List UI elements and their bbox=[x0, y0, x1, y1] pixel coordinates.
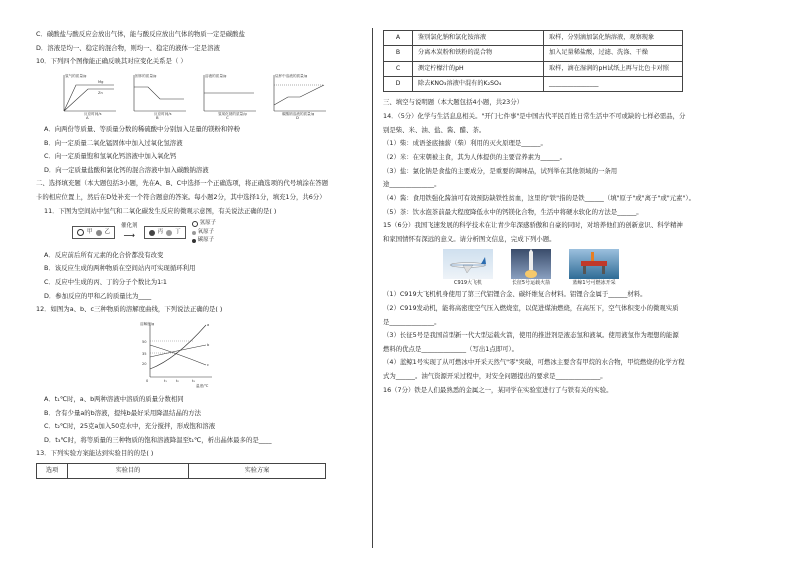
q15-part4: （4）蓝鲸1号实现了从可燃冰中开采天然气"零"突破，可燃冰主要含有甲烷的水合物，甲烷燃烧的化学方程 bbox=[383, 358, 685, 367]
solubility-chart bbox=[136, 319, 216, 389]
q13-table-header bbox=[36, 463, 326, 479]
q10-graphs bbox=[58, 71, 366, 119]
col-goal: 实验目的 bbox=[68, 464, 189, 479]
q14-stem-cont: 别是柴、米、油、盐、酱、醋、茶。 bbox=[383, 125, 486, 134]
row-option: D bbox=[384, 77, 413, 92]
q10-option-a: A．向两份等质量、等质量分数的稀硫酸中分别加入足量的镁粉和锌粉 bbox=[44, 124, 241, 133]
graph-d-xlabel: 碳酸钠溶液的质量/g bbox=[282, 111, 315, 116]
q15-part2-cont: 是______________。 bbox=[383, 317, 441, 326]
sol-v50: 50 bbox=[142, 339, 147, 344]
curve-c-label: c bbox=[207, 362, 209, 367]
q15-part4-cont: 式为______。油气资源开采过程中，对安全问题提出的要求是______________。 bbox=[383, 372, 607, 381]
section2-title-cont: 卡的相应位置上，然后在D处补充一个符合题意的答案。每小题2分，其中选择1分，填充1分，共6分） bbox=[36, 193, 326, 202]
q14-part3-cont: 途______________。 bbox=[383, 180, 441, 189]
table-row bbox=[384, 61, 683, 76]
q12-option-c: C．t₂℃时，25克a加入50克水中，充分搅拌，形成饱和溶液 bbox=[44, 422, 216, 431]
row-goal: 分离木炭粉和铁粉的混合物 bbox=[413, 46, 544, 61]
legend-c: 碳原子 bbox=[197, 237, 215, 244]
sol-xunit: 温度/℃ bbox=[196, 383, 209, 388]
q9-option-d: D．溶液是均一、稳定的混合物，则均一、稳定的液体一定是溶液 bbox=[36, 43, 220, 52]
h2o-molecule-icon bbox=[166, 230, 172, 236]
q15-part3-cont: 燃料的优点是______________（写出1点即可）。 bbox=[383, 344, 519, 353]
col-option: 选项 bbox=[37, 464, 68, 479]
graph-d-ylabel: 烧杯中溶液的质量/g bbox=[275, 73, 308, 78]
graph-d-tag: D bbox=[296, 114, 299, 119]
sol-t2: t₂ bbox=[176, 378, 179, 383]
graph-b-ylabel: 固体的质量/g bbox=[135, 73, 157, 78]
row-goal: 鉴别氯化钠和氯化铵溶液 bbox=[413, 31, 544, 46]
graph-d bbox=[268, 71, 328, 119]
sol-ylabel: 溶解度/g bbox=[140, 321, 155, 326]
graph-b bbox=[128, 71, 188, 119]
photo-caption: 长征5号运载火箭 bbox=[511, 280, 551, 287]
curve-a-label: a bbox=[207, 322, 210, 327]
photo-rocket bbox=[511, 249, 551, 287]
photo-platform bbox=[569, 249, 619, 287]
q9-option-c: C．碳酸盐与酸反应会放出气体，能与酸反应放出气体的物质一定是碳酸盐 bbox=[36, 30, 245, 38]
col-plan: 实验方案 bbox=[189, 464, 326, 479]
ch4-molecule-icon bbox=[149, 230, 155, 236]
q11-option-d: D．参加反应的甲和乙的质量比为____ bbox=[44, 291, 152, 300]
q14-part4: （4）酱：食用铁强化酱油可有效预防缺铁性贫血，这里的"铁"指的是铁______（填"原子"或"离子"或"元素"）。 bbox=[383, 193, 695, 202]
q13-table bbox=[383, 30, 683, 92]
q15-stem-cont: 和家国情怀有深远的意义。请分析图文信息，完成下列小题。 bbox=[383, 234, 556, 243]
legend-o: 氧原子 bbox=[197, 228, 215, 235]
reaction-arrow bbox=[121, 223, 138, 241]
q14-part2: （2）米：在宋朝被主食，其为人体提供的主要营养素为______。 bbox=[383, 153, 567, 161]
q15-photos bbox=[443, 249, 728, 287]
q11-molecule-diagram bbox=[72, 220, 366, 244]
graph-a-tag: A bbox=[86, 114, 89, 119]
photo-c919 bbox=[443, 249, 493, 287]
q15-part1: （1）C919大飞机机身使用了第三代铝锂合金、碳纤维复合材料。铝锂合金属于______材料。 bbox=[383, 290, 647, 299]
label-bing: 丙 bbox=[157, 228, 164, 235]
photo-caption: C919大飞机 bbox=[453, 280, 483, 287]
sol-t3: t₃ bbox=[192, 378, 195, 383]
atom-legend bbox=[192, 220, 217, 244]
row-plan: ________________ bbox=[544, 77, 683, 92]
table-row bbox=[384, 31, 683, 46]
graph-c bbox=[198, 71, 258, 119]
label-ding: 丁 bbox=[175, 228, 181, 235]
row-plan: 取样，分别滴加氯化钠溶液，观察现象 bbox=[544, 31, 683, 46]
hydrogen-atom-icon bbox=[192, 221, 198, 227]
q15-stem: 15（6分）我国飞速发展的科学技术在让青少年深感骄傲和自豪的同时，对培养他们的创新意识、科学精神 bbox=[383, 221, 683, 230]
row-plan: 加入足量稀盐酸，过滤、洗涤、干燥 bbox=[544, 46, 683, 61]
row-goal: 测定柠檬汁的pH bbox=[413, 61, 544, 76]
airplane-image bbox=[443, 249, 493, 279]
label-yi: 乙 bbox=[104, 228, 111, 235]
graph-c-ylabel: 溶液的质量/g bbox=[205, 73, 227, 78]
q14-stem: 14．（5分）化学与生活息息相关。"开门七件事"是中国古代平民百姓日常生活中不可或缺的七样必需品，分 bbox=[383, 112, 686, 121]
q11-option-c: C．反应中生成的丙、丁的分子个数比为1∶1 bbox=[44, 277, 167, 286]
sol-t1: t₁ bbox=[164, 378, 167, 383]
column-divider bbox=[372, 28, 373, 548]
graph-a-xlabel: 反应时间/s bbox=[84, 111, 102, 116]
section2-title: 二、选择填充题（本大题包括3小题，先在A、B、C中选择一个正确选项，将正确选项的代号填涂在答题 bbox=[36, 179, 329, 188]
q10-option-c: C．向一定质量饱和氢氧化钙溶液中加入氧化钙 bbox=[44, 152, 177, 161]
graph-a-ylabel: 氢气的质量/g bbox=[65, 73, 87, 78]
oxygen-atom-icon bbox=[192, 231, 196, 235]
q14-part5: （5）茶：饮水泡茶前最大程度降低水中的钙镁化合物，生活中将硬水软化的方法是______。 bbox=[383, 207, 643, 216]
catalyst-label: 催化剂 bbox=[121, 223, 138, 230]
row-plan: 取样，滴在湿润的pH试纸上再与比色卡对照 bbox=[544, 61, 683, 76]
row-goal: 除去KNO₃溶液中混有的K₂SO₄ bbox=[413, 77, 544, 92]
row-option: A bbox=[384, 31, 413, 46]
q10-stem: 10．下列四个图像能正确反映其对应变化关系是（ ） bbox=[36, 57, 187, 66]
q12-stem: 12．如图为a、b、c三种物质的溶解度曲线，下列说法正确的是( ) bbox=[36, 305, 223, 314]
sol-v35: 35 bbox=[142, 351, 147, 356]
q11-option-b: B．该反应生成的两种物质在空间站内可实现循环利用 bbox=[44, 264, 196, 273]
q15-part3: （3）长征5号是我国首型新一代大型运载火箭，使用的推进剂是液态氢和液氧。使用液氢作为理想的能源 bbox=[383, 331, 679, 340]
q10-option-d: D．向一定质量盐酸和氯化钙的混合溶液中加入碳酸钠溶液 bbox=[44, 165, 209, 174]
q14-part1: （1）柴：成语釜底抽薪（柴）利用的灭火原理是______。 bbox=[383, 139, 547, 148]
table-row bbox=[384, 46, 683, 61]
sol-origin: 0 bbox=[146, 378, 149, 383]
product-box bbox=[144, 226, 186, 239]
reactant-box bbox=[72, 226, 115, 239]
q15-part2: （2）C919发动机，能将高密度空气压入燃烧室，以促进煤油燃烧，在高压下，空气体积变小的微观实质 bbox=[383, 303, 679, 312]
q13-stem: 13．下列实验方案能达到实验目的的是( ) bbox=[36, 449, 154, 458]
oil-platform-image bbox=[569, 249, 619, 279]
legend-h: 氢原子 bbox=[199, 220, 217, 227]
graph-a-mg: Mg bbox=[98, 79, 104, 84]
row-option: B bbox=[384, 46, 413, 61]
photo-caption: 蓝鲸1号可燃冰开采 bbox=[572, 280, 616, 287]
graph-a-zn: Zn bbox=[98, 90, 103, 95]
q10-option-b: B．向一定质量二氧化锰固体中加入过氧化氢溶液 bbox=[44, 138, 183, 147]
graph-b-xlabel: 反应时间/s bbox=[154, 111, 172, 116]
right-column bbox=[383, 30, 728, 399]
section3-title: 三、填空与说明题（本大题包括4小题，共23分） bbox=[383, 98, 524, 107]
co2-molecule-icon bbox=[96, 230, 102, 236]
rocket-image bbox=[511, 249, 551, 279]
graph-c-xlabel: 氢氧化钠的质量/g bbox=[218, 111, 247, 116]
h2-molecule-icon bbox=[77, 229, 84, 236]
q12-option-a: A．t₁℃时，a、b两种溶液中溶质的质量分数相同 bbox=[44, 394, 184, 403]
q12-option-b: B．含有少量a的b溶液，提纯b最好采用降温结晶的方法 bbox=[44, 408, 202, 417]
carbon-atom-icon bbox=[192, 239, 196, 243]
q16-stem: 16（7分）铁是人们最熟悉的金属之一，某同学在实验室进行了与铁有关的实验。 bbox=[383, 385, 613, 394]
graph-a bbox=[58, 71, 118, 119]
row-option: C bbox=[384, 61, 413, 76]
curve-b-label: b bbox=[207, 342, 210, 347]
table-row bbox=[384, 77, 683, 92]
left-column bbox=[36, 30, 366, 479]
q11-option-a: A．反应前后所有元素的化合价都没有改变 bbox=[44, 250, 164, 259]
graph-b-tag: B bbox=[156, 114, 159, 119]
q14-part3: （3）盐：氯化钠是食盐的主要成分，是重要的调味品，试列举在其他领域的一条用 bbox=[383, 166, 618, 175]
arrow-icon: ⟶ bbox=[123, 230, 136, 240]
q12-option-d: D．t₃℃时，将等质量的三种物质的饱和溶液降温至t₁℃，析出晶体最多的是____ bbox=[44, 435, 272, 444]
q11-stem: 11．下图为空间站中氢气和二氧化碳发生反应的微观示意图，有关说法正确的是( ) bbox=[44, 206, 277, 215]
graph-c-tag: C bbox=[226, 114, 229, 119]
sol-v20: 20 bbox=[142, 361, 147, 366]
label-jia: 甲 bbox=[87, 228, 93, 235]
